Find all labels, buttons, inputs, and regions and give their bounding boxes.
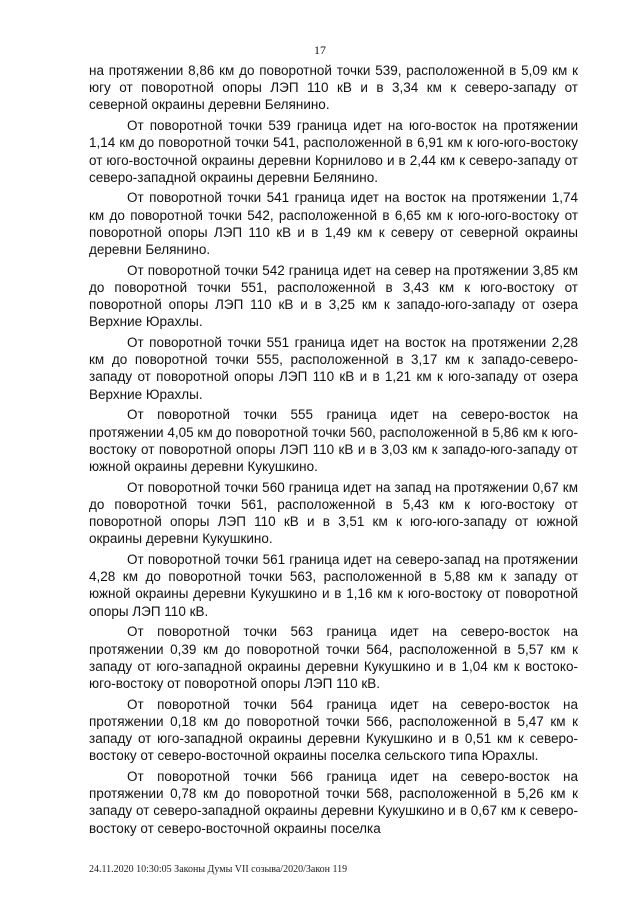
paragraph: От поворотной точки 561 граница идет на северо-запад на протяжении 4,28 км до поворотной точки 563, расположенной в 5,88 км к западу от южной окраины деревни Кукушкино и в 1,16 км к юго-востоку от поворотной опоры ЛЭП 110 кВ. xyxy=(89,551,578,619)
paragraph: От поворотной точки 539 граница идет на юго-восток на протяжении 1,14 км до поворотной точки 541, расположенной в 6,91 км к юго-юго-востоку от юго-восточной окраины деревни Корнилово и в 2,44 км к северо-западу от северо-западной окраины деревни Белянино. xyxy=(89,118,578,185)
paragraph: на протяжении 8,86 км до поворотной точки 539, расположенной в 5,09 км к югу от поворотной опоры ЛЭП 110 кВ и в 3,34 км к северо-западу от северной окраины деревни Белянино. xyxy=(89,63,578,113)
document-body xyxy=(89,62,578,840)
paragraph: От поворотной точки 566 граница идет на северо-восток на протяжении 0,78 км до поворотной точки 568, расположенной в 5,26 км к западу от северо-западной окраины деревни Кукушкино и в 0,67 км к северо-востоку от северо-восточной окраины поселка xyxy=(89,768,578,836)
paragraph: От поворотной точки 555 граница идет на северо-восток на протяжении 4,05 км до поворотной точки 560, расположенной в 5,86 км к юго-востоку от поворотной опоры ЛЭП 110 кВ и в 3,03 км к западо-юго-западу от южной окраины деревни Кукушкино. xyxy=(89,407,578,474)
paragraph: От поворотной точки 563 граница идет на северо-восток на протяжении 0,39 км до поворотной точки 564, расположенной в 5,57 км к западу от юго-западной окраины деревни Кукушкино и в 1,04 км к востоко-юго-востоку от поворотной опоры ЛЭП 110 кВ. xyxy=(89,624,578,691)
paragraph: От поворотной точки 551 граница идет на восток на протяжении 2,28 км до поворотной точки 555, расположенной в 3,17 км к западо-северо-западу от поворотной опоры ЛЭП 110 кВ и в 1,21 км к юго-западу от озера Верхние Юрахлы. xyxy=(89,335,578,402)
paragraph: От поворотной точки 541 граница идет на восток на протяжении 1,74 км до поворотной точки 542, расположенной в 6,65 км к юго-юго-востоку от поворотной опоры ЛЭП 110 кВ и в 1,49 км к северу от северной окраины деревни Белянино. xyxy=(89,190,578,258)
paragraph: От поворотной точки 560 граница идет на запад на протяжении 0,67 км до поворотной точки 561, расположенной в 5,43 км к юго-востоку от поворотной опоры ЛЭП 110 кВ и в 3,51 км к юго-юго-западу от южной окраины деревни Кукушкино. xyxy=(89,479,578,547)
paragraph: От поворотной точки 542 граница идет на север на протяжении 3,85 км до поворотной точки 551, расположенной в 3,43 км к юго-востоку от поворотной опоры ЛЭП 110 кВ и в 3,25 км к западо-юго-западу от озера Верхние Юрахлы. xyxy=(89,262,578,330)
document-footer: 24.11.2020 10:30:05 Законы Думы VII созыва/2020/Закон 119 xyxy=(89,864,348,875)
paragraph: От поворотной точки 564 граница идет на северо-восток на протяжении 0,18 км до поворотной точки 566, расположенной в 5,47 км к западу от юго-западной окраины деревни Кукушкино и в 0,51 км к северо-востоку от северо-восточной окраины поселка сельского типа Юрахлы. xyxy=(89,696,578,764)
page-number: 17 xyxy=(314,43,326,57)
